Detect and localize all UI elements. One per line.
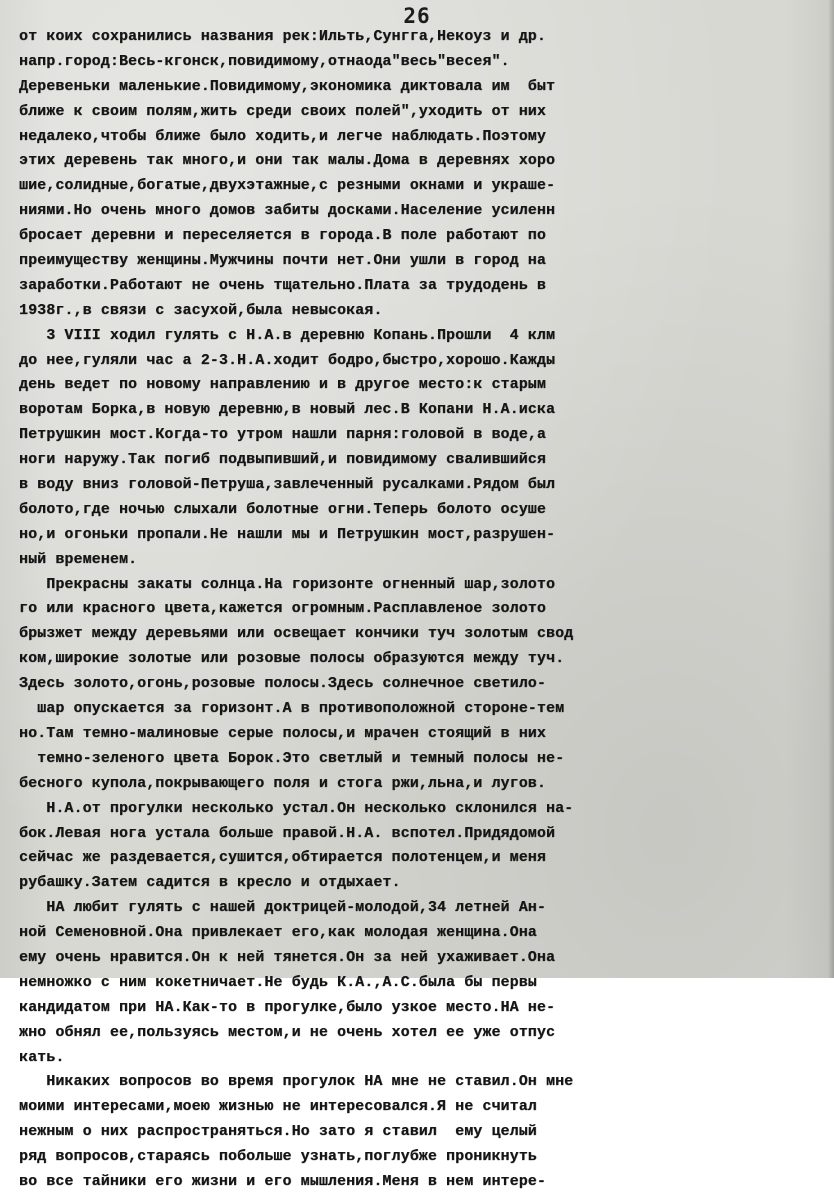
- text-line: преимуществу женщины.Мужчины почти нет.Они ушли в город на: [19, 253, 546, 270]
- text-line: воротам Борка,в новую деревню,в новый лес.В Копани Н.А.иска: [19, 402, 556, 419]
- text-line: моими интересами,моею жизнью не интересовался.Я не считал: [19, 1099, 537, 1116]
- text-line: кать.: [19, 1049, 65, 1066]
- text-line: недалеко,чтобы ближе было ходить,и легче наблюдать.Поэтому: [19, 128, 546, 145]
- text-line: но.Там темно-малиновые серые полосы,и мрачен стоящий в них: [19, 725, 546, 742]
- page-edge-shadow: [828, 0, 834, 978]
- text-line: Прекрасны закаты солнца.На горизонте огненный шар,золото: [19, 576, 556, 593]
- text-line: го или красного цвета,кажется огромным.Расплавленое золото: [19, 601, 546, 618]
- text-line: темно-зеленого цвета Борок.Это светлый и темный полосы не-: [19, 750, 565, 767]
- text-line: Здесь золото,огонь,розовые полосы.Здесь солнечное светило-: [19, 676, 546, 693]
- text-line: ноги наружу.Так погиб подвыпивший,и повидимому свалившийся: [19, 452, 546, 469]
- text-line: ближе к своим полям,жить среди своих полей",уходить от них: [19, 103, 546, 120]
- text-line: этих деревень так много,и они так малы.Дома в деревнях хоро: [19, 153, 556, 170]
- text-line: ниями.Но очень много домов забиты досками.Население усиленн: [19, 203, 556, 220]
- text-line: Деревеньки маленькие.Повидимому,экономика диктовала им быт: [19, 78, 556, 95]
- text-line: брызжет между деревьями или освещает кончики туч золотым свод: [19, 626, 574, 643]
- text-line: Петрушкин мост.Когда-то утром нашли парня:головой в воде,а: [19, 427, 546, 444]
- text-line: болото,где ночью слыхали болотные огни.Теперь болото осуше: [19, 501, 546, 518]
- text-line: шие,солидные,богатые,двухэтажные,с резными окнами и украше-: [19, 178, 556, 195]
- text-line: ему очень нравится.Он к ней тянется.Он за ней ухаживает.Она: [19, 949, 556, 966]
- text-line: во все тайники его жизни и его мышления.Меня в нем интере-: [19, 1173, 546, 1190]
- text-line: Никаких вопросов во время прогулок НА мне не ставил.Он мне: [19, 1074, 574, 1091]
- text-line: немножко с ним кокетничает.Не будь К.А.,А.С.была бы первы: [19, 974, 537, 991]
- text-line: бесного купола,покрывающего поля и стога ржи,льна,и лугов.: [19, 775, 546, 792]
- text-line: нежным о них распространяться.Но зато я ставил ему целый: [19, 1124, 537, 1141]
- text-line: в воду вниз головой-Петруша,завлеченный русалками.Рядом был: [19, 477, 556, 494]
- text-line: бок.Левая нога устала больше правой.Н.А. вспотел.Придядомой: [19, 825, 556, 842]
- text-line: ком,широкие золотые или розовые полосы образуются между туч.: [19, 651, 565, 668]
- text-line: напр.город:Весь-кгонск,повидимому,отнаода"весь"весея".: [19, 53, 510, 70]
- text-line: от коих сохранились названия рек:Ильть,Сунгга,Некоуз и др.: [19, 29, 546, 45]
- text-line: заработки.Работают не очень тщательно.Плата за трудодень в: [19, 277, 546, 294]
- text-line: НА любит гулять с нашей доктрицей-молодой,34 летней Ан-: [19, 900, 546, 917]
- text-line: жно обнял ее,пользуясь местом,и не очень хотел ее уже отпус: [19, 1024, 556, 1041]
- page-number: 26: [403, 4, 431, 28]
- text-line: день ведет по новому направлению и в другое место:к старым: [19, 377, 546, 394]
- text-line: до нее,гуляли час а 2-3.Н.А.ходит бодро,быстро,хорошо.Кажды: [19, 352, 556, 369]
- text-line: 3 VIII ходил гулять с Н.А.в деревню Копань.Прошли 4 клм: [19, 327, 556, 344]
- text-line: 1938г.,в связи с засухой,была невысокая.: [19, 302, 383, 319]
- text-line: кандидатом при НА.Как-то в прогулке,было узкое место.НА не-: [19, 999, 556, 1016]
- text-line: ной Семеновной.Она привлекает его,как молодая женщина.Она: [19, 925, 537, 942]
- text-line: но,и огоньки пропали.Не нашли мы и Петрушкин мост,разрушен-: [19, 526, 556, 543]
- text-line: ный временем.: [19, 551, 138, 568]
- text-line: Н.А.от прогулки несколько устал.Он несколько склонился на-: [19, 800, 574, 817]
- text-line: сейчас же раздевается,сушится,обтирается полотенцем,и меня: [19, 850, 546, 867]
- text-line: шар опускается за горизонт.А в противоположной стороне-тем: [19, 701, 565, 718]
- text-line: рубашку.Затем садится в кресло и отдыхает.: [19, 875, 401, 892]
- text-line: бросает деревни и переселяется в города.В поле работают по: [19, 228, 546, 245]
- body-text: [19, 25, 827, 1195]
- text-line: ряд вопросов,стараясь побольше узнать,поглубже проникнуть: [19, 1149, 537, 1166]
